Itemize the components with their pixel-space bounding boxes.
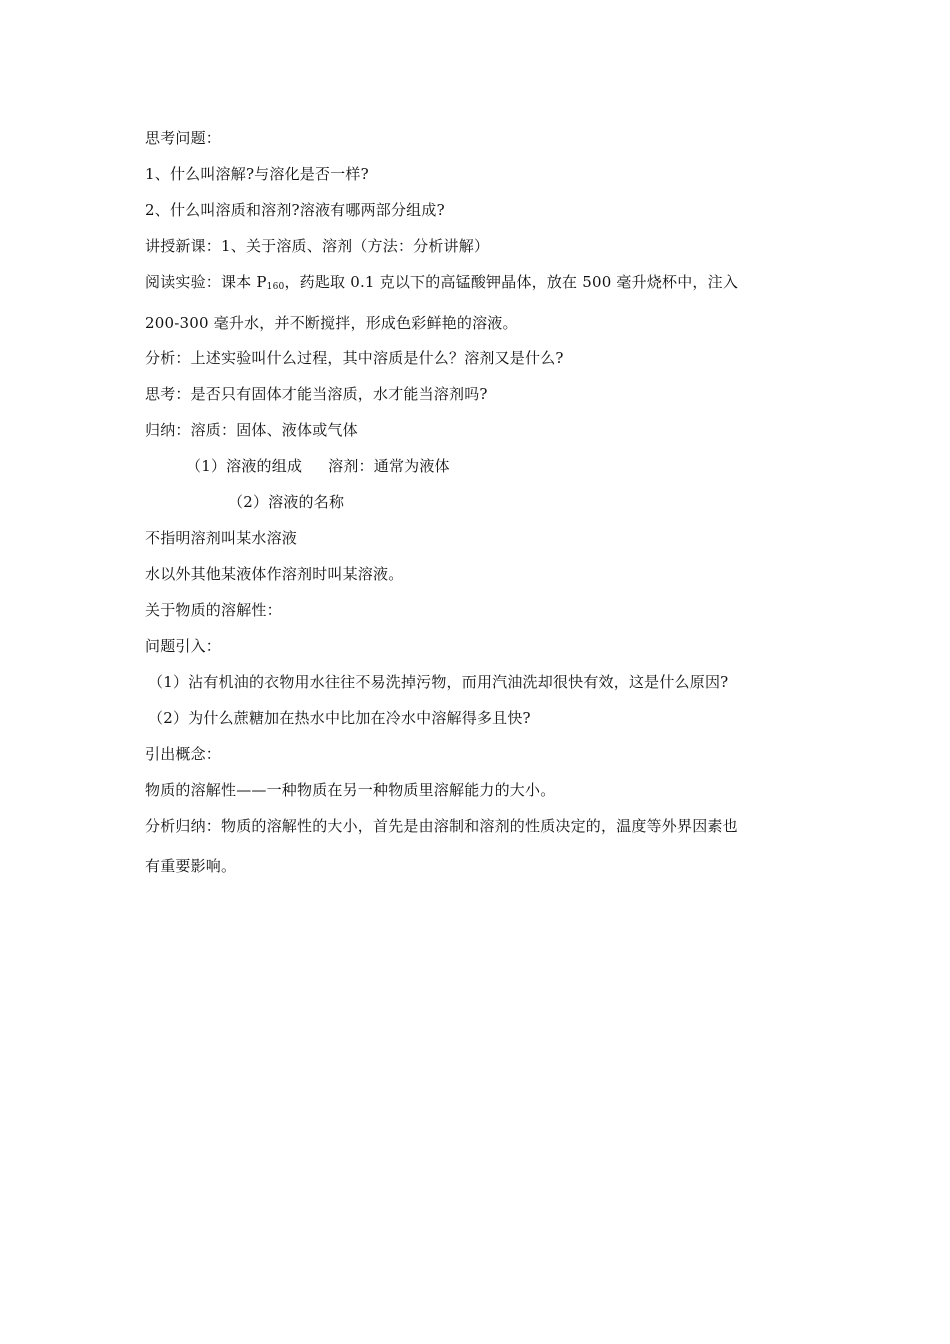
naming-rule-2: 水以外其他某液体作溶剂时叫某溶液。 bbox=[145, 565, 404, 583]
solution-composition-line bbox=[186, 456, 450, 476]
intro-question-1: （1）沾有机油的衣物用水往往不易洗掉污物，而用汽油洗却很快有效，这是什么原因? bbox=[148, 673, 729, 691]
question-1: 1、什么叫溶解?与溶化是否一样? bbox=[145, 165, 369, 183]
solution-naming-line: （2）溶液的名称 bbox=[228, 493, 345, 511]
reading-experiment-rest: ，药匙取 0.1 克以下的高锰酸钾晶体，放在 500 毫升烧杯中，注入 bbox=[284, 273, 739, 291]
question-intro-heading: 问题引入： bbox=[145, 637, 222, 655]
reading-experiment-line bbox=[145, 272, 738, 297]
heading-thinking-questions: 思考问题： bbox=[145, 129, 222, 147]
page-subscript: 160 bbox=[266, 282, 285, 292]
intro-question-2: （2）为什么蔗糖加在热水中比加在冷水中溶解得多且快? bbox=[148, 709, 531, 727]
analysis-summary-continued: 有重要影响。 bbox=[145, 857, 237, 875]
analysis-line: 分析：上述实验叫什么过程，其中溶质是什么？溶剂又是什么? bbox=[145, 349, 564, 367]
solvent-description: 溶剂：通常为液体 bbox=[328, 457, 450, 475]
question-2: 2、什么叫溶质和溶剂?溶液有哪两部分组成? bbox=[145, 201, 445, 219]
solubility-heading: 关于物质的溶解性： bbox=[145, 601, 282, 619]
solubility-definition: 物质的溶解性——一种物质在另一种物质里溶解能力的大小。 bbox=[145, 781, 556, 799]
reading-experiment-continued: 200-300 毫升水，并不断搅拌，形成色彩鲜艳的溶液。 bbox=[145, 314, 518, 332]
analysis-summary-line: 分析归纳：物质的溶解性的大小，首先是由溶制和溶剂的性质决定的，温度等外界因素也 bbox=[145, 817, 738, 835]
naming-rule-1: 不指明溶剂叫某水溶液 bbox=[145, 529, 298, 547]
solution-composition-label: （1）溶液的组成 bbox=[186, 457, 303, 475]
thinking-line: 思考：是否只有固体才能当溶质，水才能当溶剂吗? bbox=[145, 385, 488, 403]
new-lesson-line: 讲授新课：1、关于溶质、溶剂（方法：分析讲解） bbox=[145, 237, 490, 255]
summary-solute-line: 归纳：溶质：固体、液体或气体 bbox=[145, 421, 358, 439]
concept-heading: 引出概念： bbox=[145, 745, 222, 763]
reading-experiment-prefix: 阅读实验：课本 P bbox=[145, 273, 267, 291]
